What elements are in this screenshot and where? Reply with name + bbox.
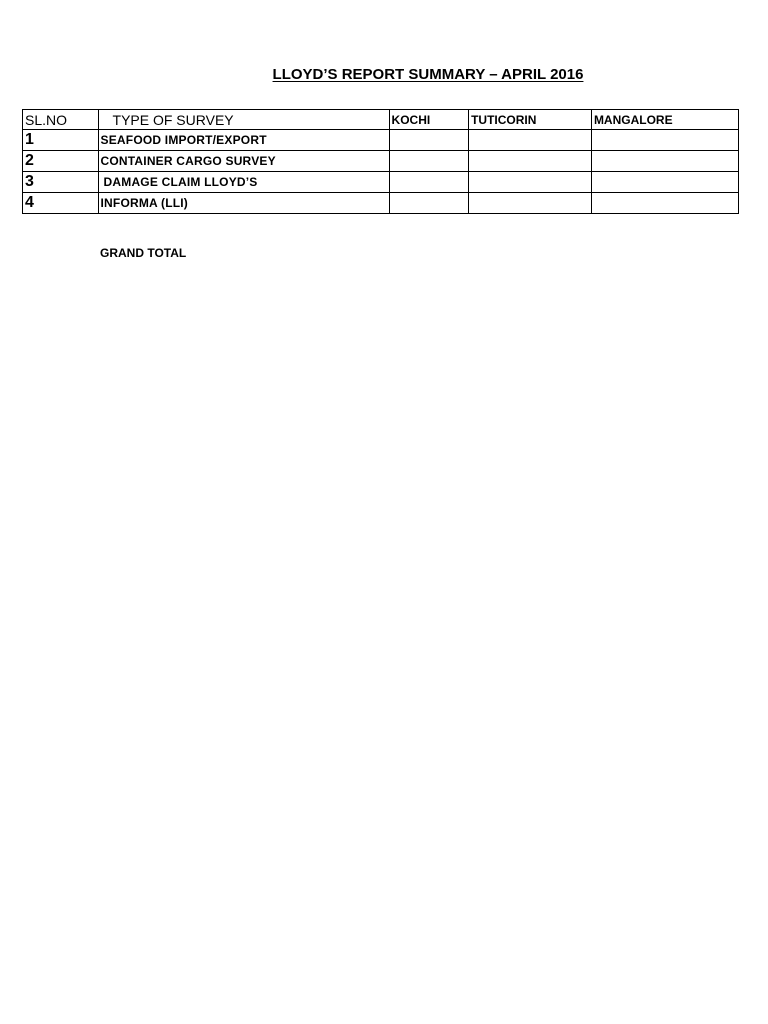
- header-tuticorin: TUTICORIN: [469, 110, 592, 130]
- row-tuticorin-cell: [469, 193, 592, 214]
- row-kochi-cell: [389, 172, 469, 193]
- table-row: [23, 193, 739, 214]
- table-header-row: [23, 110, 739, 130]
- row-kochi-cell: [389, 193, 469, 214]
- row-kochi-cell: [389, 130, 469, 151]
- survey-summary-table: [22, 109, 739, 214]
- row-mangalore-cell: [591, 151, 738, 172]
- table-row: [23, 151, 739, 172]
- row-mangalore-cell: [591, 172, 738, 193]
- row-survey-type: DAMAGE CLAIM LLOYD’S: [98, 172, 389, 193]
- table-row: [23, 130, 739, 151]
- grand-total-label: GRAND TOTAL: [100, 246, 187, 260]
- header-mangalore: MANGALORE: [591, 110, 738, 130]
- report-title: LLOYD’S REPORT SUMMARY – APRIL 2016: [272, 66, 584, 83]
- header-sl-no: SL.NO: [23, 110, 99, 130]
- row-survey-type: INFORMA (LLI): [98, 193, 389, 214]
- row-mangalore-cell: [591, 130, 738, 151]
- row-survey-type: CONTAINER CARGO SURVEY: [98, 151, 389, 172]
- table-row: [23, 172, 739, 193]
- row-tuticorin-cell: [469, 130, 592, 151]
- row-tuticorin-cell: [469, 172, 592, 193]
- header-kochi: KOCHI: [389, 110, 469, 130]
- row-survey-type: SEAFOOD IMPORT/EXPORT: [98, 130, 389, 151]
- row-mangalore-cell: [591, 193, 738, 214]
- row-sl-no: 4: [23, 193, 99, 214]
- row-sl-no: 3: [23, 172, 99, 193]
- row-sl-no: 1: [23, 130, 99, 151]
- row-kochi-cell: [389, 151, 469, 172]
- header-type-of-survey: TYPE OF SURVEY: [98, 110, 389, 130]
- row-sl-no: 2: [23, 151, 99, 172]
- row-tuticorin-cell: [469, 151, 592, 172]
